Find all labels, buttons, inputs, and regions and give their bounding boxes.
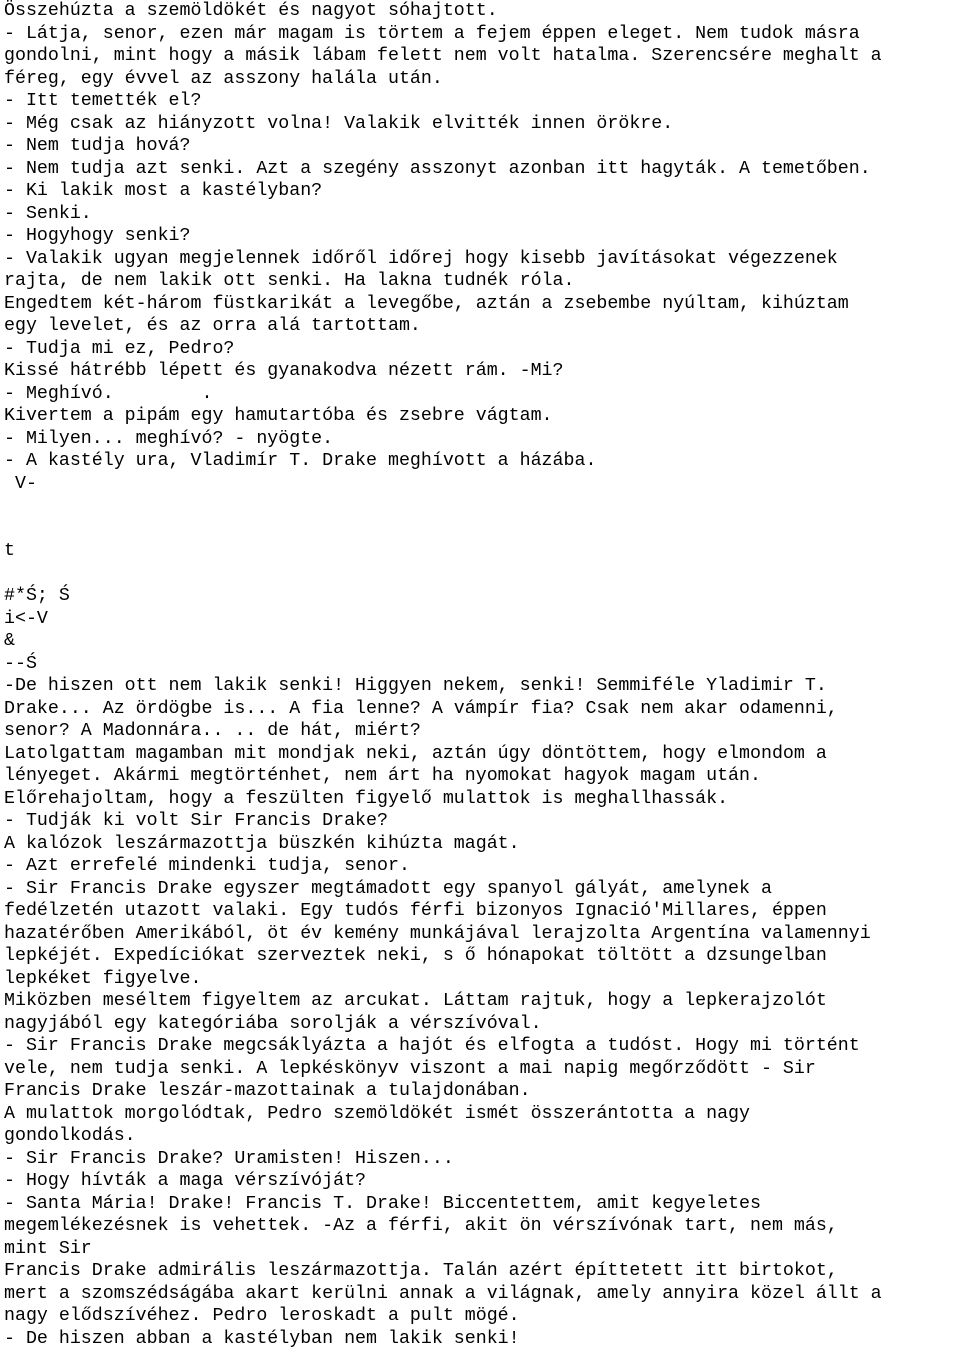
text-line: Francis Drake admirális leszármazottja. Talán azért építtetett itt birtokot, <box>4 1261 838 1281</box>
document-text <box>4 0 960 1350</box>
text-line: - Nem tudja hová? <box>4 136 191 156</box>
text-line: Miközben meséltem figyeltem az arcukat. Láttam rajtuk, hogy a lepkerajzolót <box>4 991 827 1011</box>
text-line: Latolgattam magamban mit mondjak neki, aztán úgy döntöttem, hogy elmondom a <box>4 743 827 764</box>
text-line: - Tudja mi ez, Pedro? <box>4 338 235 359</box>
text-line: nagyjából egy kategóriába sorolják a vérszívóval. <box>4 1013 542 1034</box>
text-line: i<-V <box>4 608 48 629</box>
text-line: - De hiszen abban a kastélyban nem lakik senki! <box>4 1328 520 1349</box>
text-line: senor? A Madonnára.. .. de hát, miért? <box>4 721 421 741</box>
text-line: nagy elődszívéhez. Pedro leroskadt a pult mögé. <box>4 1306 520 1326</box>
text-line <box>4 563 960 586</box>
text-line: --Ś <box>4 653 37 674</box>
text-line: - Milyen... meghívó? - nyögte. <box>4 428 334 449</box>
text-line: mert a szomszédságába akart kerülni annak a világnak, amely annyira közel állt a <box>4 1283 882 1304</box>
text-line: Drake... Az ördögbe is... A fia lenne? A vámpír fia? Csak nem akar odamenni, <box>4 698 838 719</box>
text-line: - Hogyhogy senki? <box>4 226 191 246</box>
text-line: - Azt errefelé mindenki tudja, senor. <box>4 856 410 876</box>
text-line: hazatérőben Amerikából, öt év kemény munkájával lerajzolta Argentína valamennyi <box>4 923 871 944</box>
text-line: Kivertem a pipám egy hamutartóba és zsebre vágtam. <box>4 406 553 426</box>
text-line: mint Sir <box>4 1238 92 1259</box>
text-line: - Sir Francis Drake megcsáklyázta a hajót és elfogta a tudóst. Hogy mi történt <box>4 1036 860 1056</box>
text-line: lepkéket figyelve. <box>4 968 202 989</box>
text-line: Kissé hátrébb lépett és gyanakodva nézett rám. -Mi? <box>4 361 564 381</box>
text-line: gondolkodás. <box>4 1126 136 1146</box>
text-line: - Valakik ugyan megjelennek időről időrej hogy kisebb javításokat végezzenek <box>4 248 838 269</box>
text-line: t <box>4 541 15 561</box>
text-line: - Nem tudja azt senki. Azt a szegény asszonyt azonban itt hagyták. A temetőben. <box>4 158 871 179</box>
text-line: lényeget. Akármi megtörténhet, nem árt ha nyomokat hagyok magam után. <box>4 766 761 786</box>
text-line: rajta, de nem lakik ott senki. Ha lakna tudnék róla. <box>4 271 575 291</box>
text-line: Összehúzta a szemöldökét és nagyot sóhajtott. <box>4 1 498 21</box>
text-line: - Ki lakik most a kastélyban? <box>4 181 323 201</box>
text-line: - A kastély ura, Vladimír T. Drake meghívott a házába. <box>4 451 597 471</box>
text-line <box>4 518 960 541</box>
text-line: Előrehajoltam, hogy a feszülten figyelő mulattok is meghallhassák. <box>4 788 729 809</box>
text-line: fedélzetén utazott valaki. Egy tudós férfi bizonyos Ignació'Millares, éppen <box>4 901 827 921</box>
text-line: - Santa Mária! Drake! Francis T. Drake! Biccentettem, amit kegyeletes <box>4 1193 761 1214</box>
text-line <box>4 495 960 518</box>
text-line: - Hogy hívták a maga vérszívóját? <box>4 1171 367 1191</box>
text-line: gondolni, mint hogy a másik lábam felett nem volt hatalma. Szerencsére meghalt a <box>4 46 882 66</box>
text-line: & <box>4 631 15 651</box>
text-line: lepkéjét. Expedíciókat szerveztek neki, s ő hónapokat töltött a dzsungelban <box>4 946 827 966</box>
text-line: - Sir Francis Drake egyszer megtámadott egy spanyol gályát, amelynek a <box>4 878 772 899</box>
text-line: #*Ś; Ś <box>4 586 70 606</box>
text-line: - Itt temették el? <box>4 91 202 111</box>
text-line: - Tudják ki volt Sir Francis Drake? <box>4 811 388 831</box>
text-line: - Sir Francis Drake? Uramisten! Hiszen... <box>4 1148 454 1169</box>
text-line: féreg, egy évvel az asszony halála után. <box>4 68 443 89</box>
text-line: Francis Drake leszár-mazottainak a tulajdonában. <box>4 1081 531 1101</box>
text-line: vele, nem tudja senki. A lepkéskönyv viszont a mai napig megőrződött - Sir <box>4 1058 816 1079</box>
text-line: V- <box>4 473 37 494</box>
text-line: egy levelet, és az orra alá tartottam. <box>4 316 421 336</box>
text-line: -De hiszen ott nem lakik senki! Higgyen nekem, senki! Semmiféle Yladimir T. <box>4 676 827 696</box>
text-line: - Meghívó. . <box>4 383 213 404</box>
text-line: Engedtem két-három füstkarikát a levegőbe, aztán a zsebembe nyúltam, kihúztam <box>4 293 849 314</box>
text-line: A mulattok morgolódtak, Pedro szemöldökét ismét összerántotta a nagy <box>4 1103 750 1124</box>
text-line: megemlékezésnek is vehettek. -Az a férfi, akit ön vérszívónak tart, nem más, <box>4 1216 838 1236</box>
text-line: A kalózok leszármazottja büszkén kihúzta magát. <box>4 833 520 854</box>
text-line: - Látja, senor, ezen már magam is törtem a fejem éppen eleget. Nem tudok másra <box>4 23 860 44</box>
text-line: - Senki. <box>4 203 92 224</box>
text-line: - Még csak az hiányzott volna! Valakik elvitték innen örökre. <box>4 113 674 134</box>
